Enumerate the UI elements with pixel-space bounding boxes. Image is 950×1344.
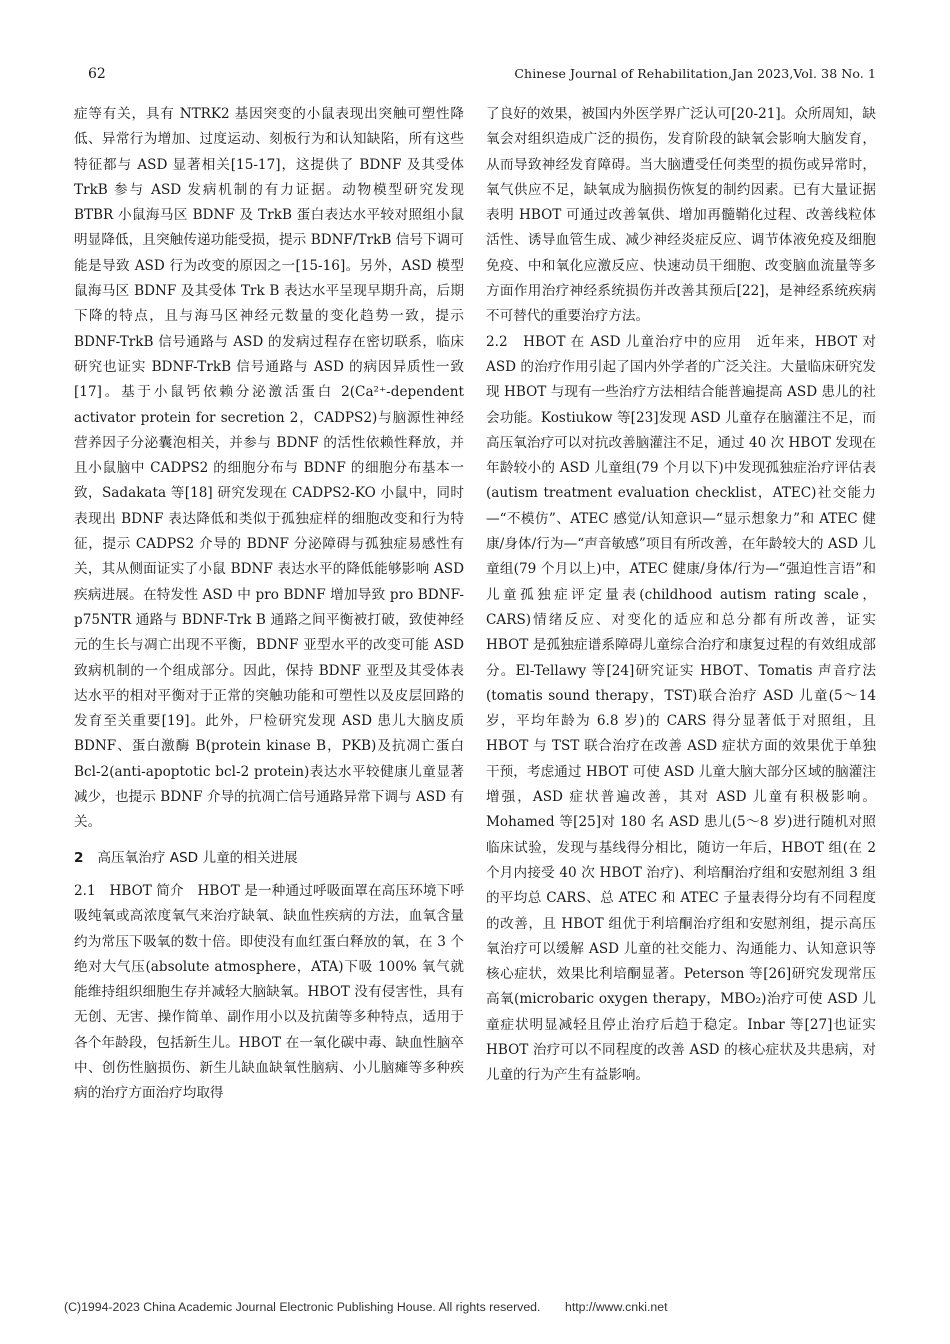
right-column: [486, 102, 876, 1089]
body-paragraph: 症等有关，具有 NTRK2 基因突变的小鼠表现出突触可塑性降低、异常行为增加、过度运动、刻板行为和认知缺陷，所有这些特征都与 ASD 显著相关[15-17]，这提供了 BDNF 及其受体 TrkB 参与 ASD 发病机制的有力证据。动物模型研究发现 BTBR 小鼠海马区 BDNF 及 TrkB 蛋白表达水平较对照组小鼠明显降低，且突触传递功能受损，提示 BDNF/TrkB 信号下调可能是导致 ASD 行为改变的原因之一[15-16]。另外，ASD 模型鼠海马区 BDNF 及其受体 Trk B 表达水平呈现早期升高，后期下降的特点，且与海马区神经元数量的变化趋势一致，提示 BDNF-TrkB 信号通路与 ASD 的发病过程存在密切联系，临床研究也证实 BDNF-TrkB 信号通路与 ASD 的病因异质性一致[17]。基于小鼠钙依赖分泌激活蛋白 2(Ca²⁺-dependent activator protein for secretion 2，CADPS2)与脑源性神经营养因子分泌囊泡相关，并参与 BDNF 的活性依赖性释放，并且小鼠脑中 CADPS2 的细胞分布与 BDNF 的细胞分布基本一致，Sadakata 等[18] 研究发现在 CADPS2-KO 小鼠中，同时表现出 BDNF 表达降低和类似于孤独症样的细胞改变和行为特征，提示 CADPS2 介导的 BDNF 分泌障碍与孤独症易感性有关，其从侧面证实了小鼠 BDNF 表达水平的降低能够影响 ASD 疾病进展。在特发性 ASD 中 pro BDNF 增加导致 pro BDNF-p75NTR 通路与 BDNF-Trk B 通路之间平衡被打破，致使神经元的生长与凋亡出现不平衡，BDNF 亚型水平的改变可能 ASD 致病机制的一个组成部分。因此，保持 BDNF 亚型及其受体表达水平的相对平衡对于正常的突触功能和可塑性以及皮层回路的发育至关重要[19]。此外，尸检研究发现 ASD 患儿大脑皮质 BDNF、蛋白激酶 B(protein kinase B，PKB)及抗凋亡蛋白 Bcl-2(anti-apoptotic bcl-2 protein)表达水平较健康儿童显著减少，也提示 BDNF 介导的抗凋亡信号通路异常下调与 ASD 有关。: [74, 106, 464, 831]
journal-citation: Chinese Journal of Rehabilitation,Jan 2023,Vol. 38 No. 1: [514, 66, 876, 81]
page-header: [0, 66, 950, 88]
section-number: 2: [74, 849, 84, 866]
section-heading: [74, 846, 464, 871]
left-column: [74, 102, 464, 1107]
body-paragraph: 了良好的效果，被国内外医学界广泛认可[20-21]。众所周知，缺氧会对组织造成广泛的损伤，发育阶段的缺氧会影响大脑发育，从而导致神经发育障碍。当大脑遭受任何类型的损伤或异常时，氧气供应不足，缺氧成为脑损伤恢复的制约因素。已有大量证据表明 HBOT 可通过改善氧供、增加再髓鞘化过程、改善线粒体活性、诱导血管生成、减少神经炎症反应、调节体液免疫及细胞免疫、中和氧化应激反应、快速动员干细胞、改变脑血流量等多方面作用治疗神经系统损伤并改善其预后[22]，是神经系统疾病不可替代的重要治疗方法。: [486, 106, 876, 325]
page-number: 62: [88, 66, 106, 82]
section-title: 高压氧治疗 ASD 儿童的相关进展: [97, 849, 298, 866]
body-paragraph: 2.2 HBOT 在 ASD 儿童治疗中的应用 近年来，HBOT 对 ASD 的治疗作用引起了国内外学者的广泛关注。大量临床研究发现 HBOT 与现有一些治疗方法相结合能普遍提高 ASD 患儿的社会功能。Kostiukow 等[23]发现 ASD 儿童存在脑灌注不足，而高压氧治疗可以对抗改善脑灌注不足，通过 40 次 HBOT 发现在年龄较小的 ASD 儿童组(79 个月以下)中发现孤独症治疗评估表(autism treatment evaluation checklist，ATEC)社交能力—“不模仿”、ATEC 感觉/认知意识—“显示想象力”和 ATEC 健康/身体/行为—“声音敏感”项目有所改善，在年龄较大的 ASD 儿童组(79 个月以上)中，ATEC 健康/身体/行为—“强迫性言语”和儿童孤独症评定量表(childhood autism rating scale，CARS)情绪反应、对变化的适应和总分都有所改善，证实 HBOT 是孤独症谱系障碍儿童综合治疗和康复过程的有效组成部分。El-Tellawy 等[24]研究证实 HBOT、Tomatis 声音疗法(tomatis sound therapy，TST)联合治疗 ASD 儿童(5～14 岁，平均年龄为 6.8 岁)的 CARS 得分显著低于对照组，且 HBOT 与 TST 联合治疗在改善 ASD 症状方面的效果优于单独干预，考虑通过 HBOT 可使 ASD 儿童大脑大部分区域的脑灌注增强，ASD 症状普遍改善，其对 ASD 儿童有积极影响。Mohamed 等[25]对 180 名 ASD 患儿(5～8 岁)进行随机对照临床试验，发现与基线得分相比，随访一年后，HBOT 组(在 2 个月内接受 40 次 HBOT 治疗)、利培酮治疗组和安慰剂组 3 组的平均总 CARS、总 ATEC 和 ATEC 子量表得分均有不同程度的改善，且 HBOT 组优于利培酮治疗组和安慰剂组，提示高压氧治疗可以缓解 ASD 儿童的社交能力、沟通能力、认知意识等核心症状，效果比利培酮显著。Peterson 等[26]研究发现常压高氧(microbaric oxygen therapy，MBO₂)治疗可使 ASD 儿童症状明显减轻且停止治疗后趋于稳定。Inbar 等[27]也证实 HBOT 治疗可以不同程度的改善 ASD 的核心症状及共患病，对儿童的行为产生有益影响。: [486, 333, 876, 1084]
body-paragraph: 2.1 HBOT 简介 HBOT 是一种通过呼吸面罩在高压环境下呼吸纯氧或高浓度氧气来治疗缺氧、缺血性疾病的方法，血氧含量约为常压下吸氧的数十倍。即使没有血红蛋白释放的氧，在 3 个绝对大气压(absolute atmosphere，ATA)下吸 100% 氧气就能维持组织细胞生存并减轻大脑缺氧。HBOT 没有侵害性，具有无创、无害、操作简单、副作用小以及抗菌等多种特点，适用于各个年龄段，包括新生儿。HBOT 在一氧化碳中毒、缺血性脑卒中、创伤性脑损伤、新生儿缺血缺氧性脑病、小儿脑瘫等多种疾病的治疗方面治疗均取得: [74, 882, 464, 1102]
copyright-footer: (C)1994-2023 China Academic Journal Electronic Publishing House. All rights reserved. http://www.cnki.net: [64, 1300, 668, 1314]
